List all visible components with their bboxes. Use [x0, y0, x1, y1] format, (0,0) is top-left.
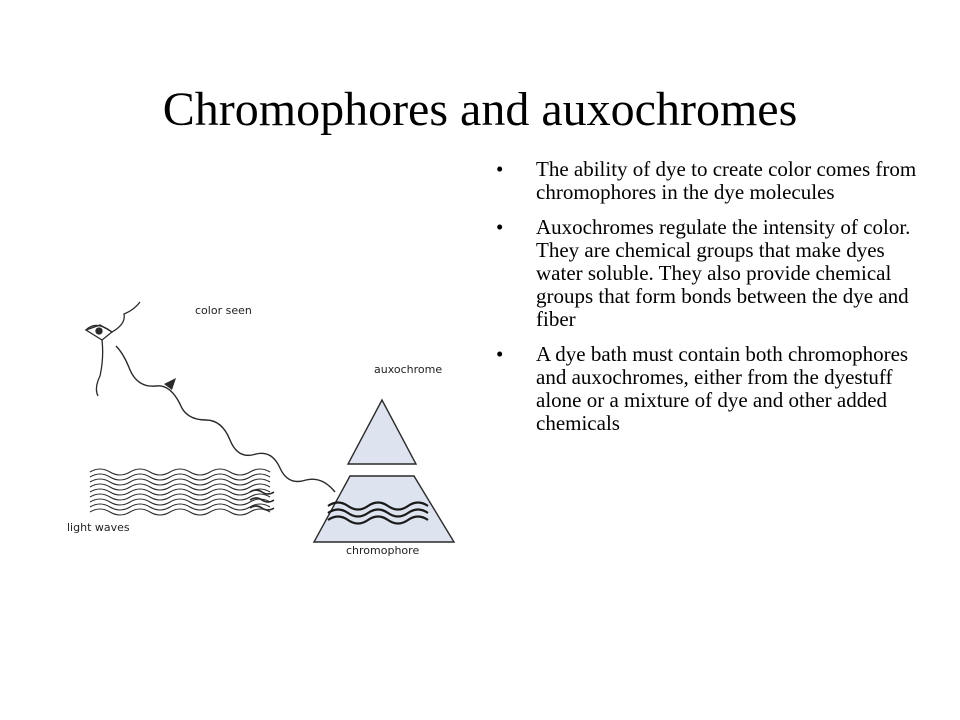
- label-color-seen: color seen: [195, 304, 252, 317]
- bullet-text: Auxochromes regulate the intensity of color. They are chemical groups that make dyes water soluble. They also provide chemical groups that form bonds between the dye and fiber: [536, 215, 911, 331]
- label-light-waves: light waves: [67, 521, 130, 534]
- bullet-glyph: •: [496, 215, 504, 239]
- bullet-text: The ability of dye to create color comes from chromophores in the dye molecules: [536, 157, 917, 204]
- eye-icon: [86, 302, 140, 396]
- chromophore-diagram: [60, 280, 480, 570]
- bullet-item: [496, 158, 936, 204]
- label-auxochrome: auxochrome: [374, 363, 443, 376]
- bullet-text: A dye bath must contain both chromophores and auxochromes, either from the dyestuff alone or a mixture of dye and other added chemicals: [536, 342, 909, 435]
- incoming-light-waves: [90, 469, 270, 515]
- auxochrome-triangle: [348, 400, 416, 464]
- bullet-glyph: •: [496, 342, 504, 366]
- bullet-glyph: •: [496, 157, 504, 181]
- bullet-item: [496, 216, 936, 331]
- bullet-list: [496, 158, 936, 447]
- label-chromophore: chromophore: [346, 544, 420, 557]
- bullet-item: [496, 343, 936, 435]
- slide-title: Chromophores and auxochromes: [162, 83, 798, 137]
